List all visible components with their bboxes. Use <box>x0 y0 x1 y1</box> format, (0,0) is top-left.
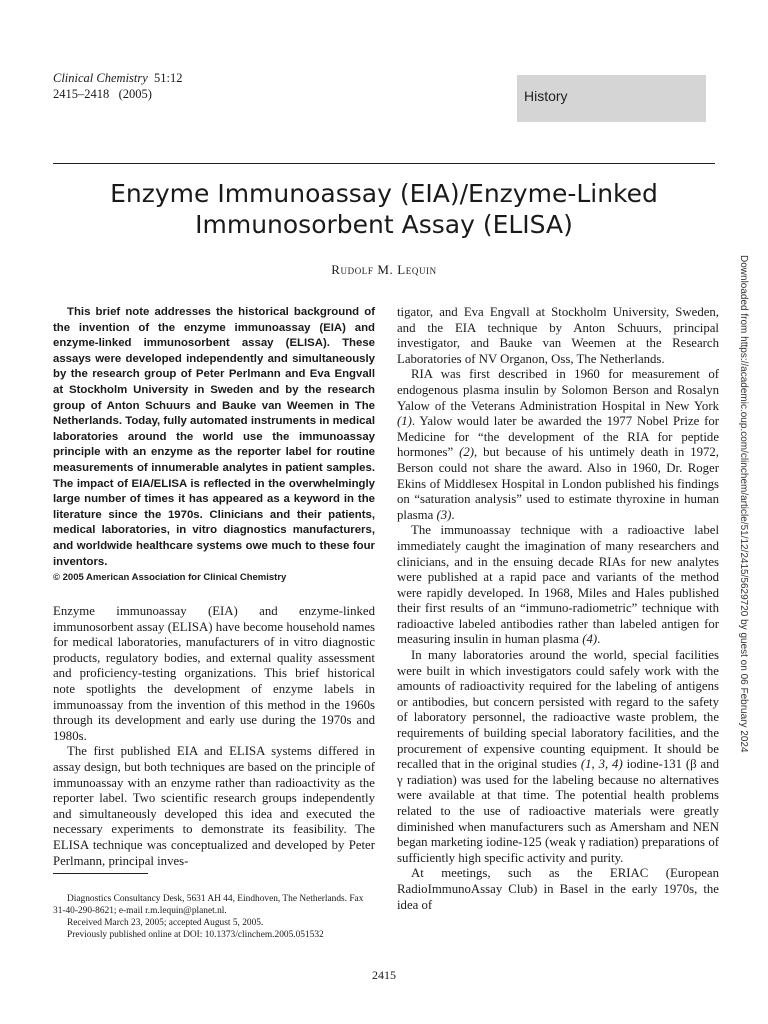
citation: (4) <box>582 632 598 647</box>
article-title <box>53 178 715 240</box>
footnote-published: Previously published online at DOI: 10.1373/clinchem.2005.051532 <box>67 930 324 940</box>
body-paragraph: In many laboratories around the world, special facilities were built in which investigators could safely work with the amounts of radioactivity required for the labeling of antigens or antibodies, but concern persisted with regard to the safety of laboratory personnel, the radioactive waste problem, the requirements of building special laboratory facilities, and the procurement of expensive counting equipment. It should be recalled that in the original studies (1, 3, 4) iodine-131 (β and γ radiation) was used for the labeling because no alternatives were available at that time. The potential health problems related to the use of radioactive materials were greatly diminished when manufacturers such as Amersham and NEN began marketing iodine-125 (weak γ radiation) preparations of sufficiently high specific activity and purity. <box>397 648 720 865</box>
journal-pages-year: 2415–2418 (2005) <box>53 87 152 101</box>
title-line-2: Immunosorbent Assay (ELISA) <box>195 210 573 239</box>
download-note-text: Downloaded from https://academic.oup.com/clinchem/article/51/12/2415/5629720 by guest on 06 February 2024 <box>738 255 749 753</box>
copyright: © 2005 American Association for Clinical Chemistry <box>53 572 287 584</box>
body-paragraph: The first published EIA and ELISA systems differed in assay design, but both techniques are based on the principle of immunoassay with an enzyme rather than radioactivity as the reporter label. Two scientific research groups independently and simultaneously developed this idea and executed the necessary experiments to demonstrate its feasibility. The ELISA technique was conceptualized and developed by Peter Perlmann, principal inves- <box>53 744 375 868</box>
body-paragraph: At meetings, such as the ERIAC (European RadioImmunoAssay Club) in Basel in the early 1970s, the idea of <box>397 866 719 912</box>
journal-name: Clinical Chemistry <box>53 71 148 85</box>
right-column <box>397 305 719 913</box>
left-column <box>53 305 375 869</box>
body-paragraph: Enzyme immunoassay (EIA) and enzyme-linked immunosorbent assay (ELISA) have become household names for medical laboratories, manufacturers of in vitro diagnostic products, regulatory bodies, and external quality assessment and proficiency-testing organizations. This brief historical note spotlights the development of enzyme labels in immunoassay from the invention of this method in the 1960s through its development and early use during the 1970s and 1980s. <box>53 604 375 743</box>
body-paragraph: tigator, and Eva Engvall at Stockholm University, Sweden, and the EIA technique by Anton Schuurs, principal investigator, and Bauke van Weemen at the Research Laboratories of NV Organon, Oss, The Netherlands. <box>397 305 719 366</box>
top-rule <box>53 163 715 164</box>
title-line-1: Enzyme Immunoassay (EIA)/Enzyme-Linked <box>110 179 658 208</box>
footnote-address: Diagnostics Consultancy Desk, 5631 AH 44, Eindhoven, The Netherlands. Fax 31-40-290-8621; e-mail r.m.lequin@planet.nl. <box>53 894 364 916</box>
footnote <box>53 893 375 941</box>
footnote-received: Received March 23, 2005; accepted August 5, 2005. <box>67 918 264 928</box>
page-number: 2415 <box>372 968 396 982</box>
journal-info <box>53 70 183 102</box>
body-paragraph: The immunoassay technique with a radioactive label immediately caught the imagination of many researchers and clinicians, and in the ensuing decade RIAs for new analytes were published at a rapid pace and variants of the method were rapidly developed. In 1968, Miles and Hales published their first results of an “immuno-radiometric” technique with radioactive labeled antibodies rather than labeled antigen for measuring insulin in human plasma (4). <box>397 523 719 647</box>
section-label-box <box>517 75 706 122</box>
body-paragraph: RIA was first described in 1960 for measurement of endogenous plasma insulin by Solomon Berson and Rosalyn Yalow of the Veterans Administration Hospital in New York (1). Yalow would later be awarded the 1977 Nobel Prize for Medicine for “the development of the RIA for peptide hormones” (2), but because of his untimely death in 1972, Berson could not share the award. Also in 1960, Dr. Roger Ekins of Middlesex Hospital in London published his findings on “saturation analysis” used to estimate thyroxine in human plasma (3). <box>397 367 719 522</box>
citation: (2) <box>459 445 474 460</box>
download-note <box>736 255 750 815</box>
journal-volume: 51:12 <box>154 71 183 85</box>
citation: (3) <box>436 507 452 522</box>
abstract: This brief note addresses the historical background of the invention of the enzyme immunoassay (EIA) and enzyme-linked immunosorbent assay (ELISA). These assays were developed independently and simultaneously by the research group of Peter Perlmann and Eva Engvall at Stockholm University in Sweden and by the research group of Anton Schuurs and Bauke van Weemen in The Netherlands. Today, fully automated instruments in medical laboratories around the world use the immunoassay principle with an enzyme as the reporter label for routine measurements of innumerable analytes in patient samples. The impact of EIA/ELISA is reflected in the overwhelmingly large number of times it has appeared as a keyword in the literature since the 1970s. Clinicians and their patients, medical laboratories, in vitro diagnostics manufacturers, and worldwide healthcare systems owe much to these four inventors. <box>53 306 375 568</box>
citation: (1, 3, 4) <box>580 757 623 772</box>
section-label: History <box>524 88 568 104</box>
footnote-rule <box>53 873 148 874</box>
citation: (1) <box>397 414 412 429</box>
author: Rudolf M. Lequin <box>331 262 437 277</box>
